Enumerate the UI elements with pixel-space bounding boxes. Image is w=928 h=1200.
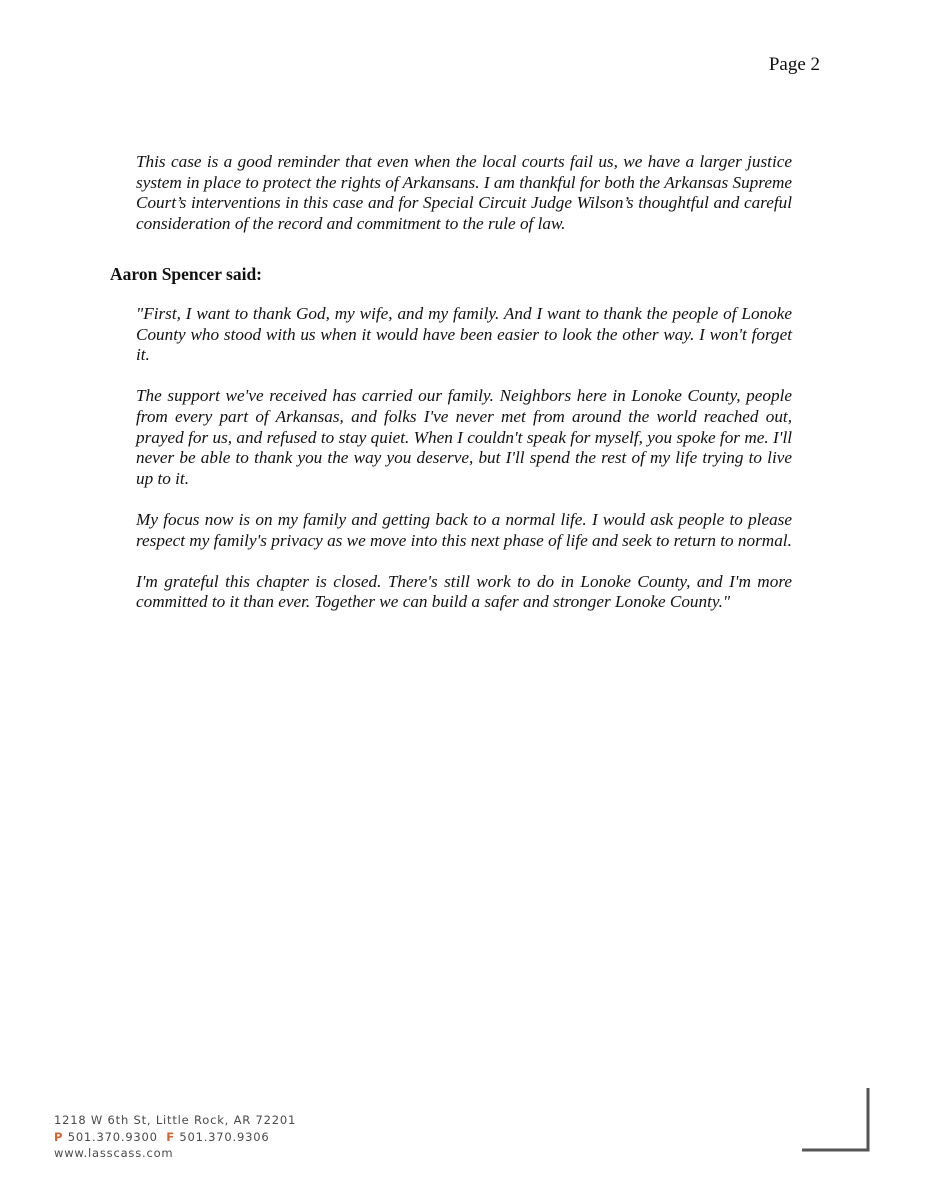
footer-website[interactable]: www.lasscass.com	[54, 1146, 174, 1160]
speaker-quote	[136, 304, 792, 613]
intro-paragraph: This case is a good reminder that even when the local courts fail us, we have a larger justice system in place to protect the rights of Arkansans. I am thankful for both the Arkansas Supreme Court’s interventions in this case and for Special Circuit Judge Wilson’s thoughtful and careful consideration of the record and commitment to the rule of law.	[136, 152, 792, 233]
footer-contact	[54, 1112, 296, 1162]
fax-label: F	[166, 1129, 175, 1144]
phone-label: P	[54, 1129, 64, 1144]
footer-phone-line	[54, 1129, 296, 1146]
phone-number: 501.370.9300	[67, 1129, 158, 1144]
quote-paragraph-2: The support we've received has carried our family. Neighbors here in Lonoke County, people from every part of Arkansas, and folks I've never met from around the world reached out, prayed for us, and refused to stay quiet. When I couldn't speak for myself, you spoke for me. I'll never be able to thank you the way you deserve, but I'll spend the rest of my life trying to live up to it.	[136, 386, 792, 488]
fax-number: 501.370.9306	[179, 1129, 270, 1144]
quote-paragraph-1: "First, I want to thank God, my wife, and my family. And I want to thank the people of Lonoke County who stood with us when it would have been easier to look the other way. I won't forget it.	[136, 304, 792, 365]
footer-address: 1218 W 6th St, Little Rock, AR 72201	[54, 1113, 297, 1127]
quote-paragraph-4: I'm grateful this chapter is closed. There's still work to do in Lonoke County, and I'm more committed to it than ever. Together we can build a safer and stronger Lonoke County."	[136, 571, 792, 612]
corner-bracket-path	[802, 1088, 868, 1150]
intro-statement	[136, 152, 792, 234]
corner-bracket-decoration	[802, 1088, 870, 1152]
quote-paragraph-3: My focus now is on my family and getting back to a normal life. I would ask people to please respect my family's privacy as we move into this next phase of life and seek to return to normal.	[136, 509, 792, 550]
speaker-heading: Aaron Spencer said:	[110, 264, 263, 284]
page-number: Page 2	[768, 54, 820, 75]
